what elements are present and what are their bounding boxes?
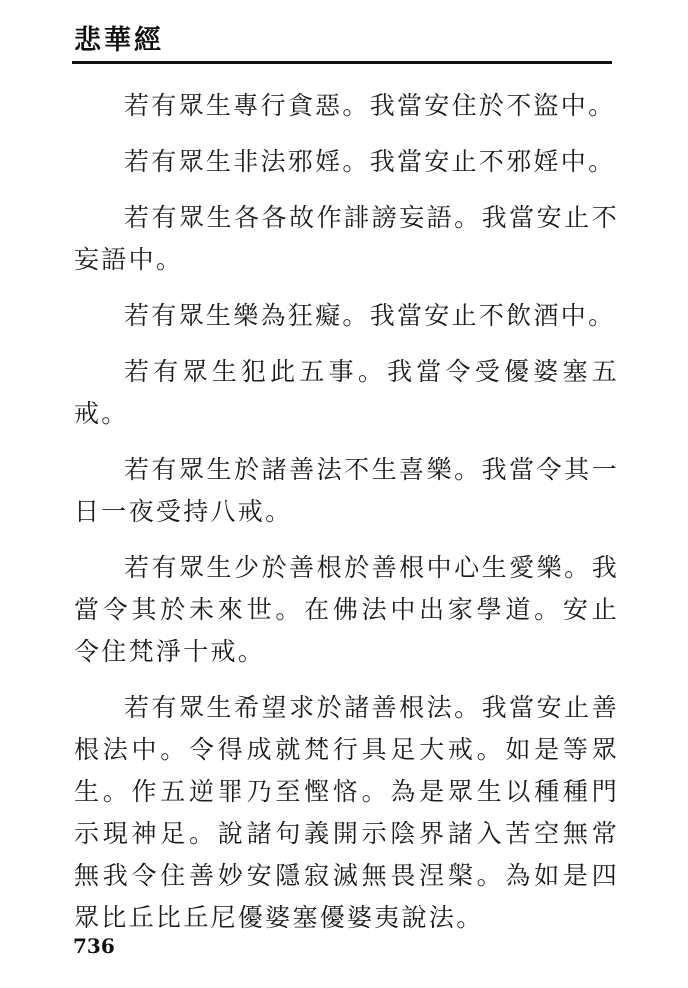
paragraph: 若有眾生少於善根於善根中心生愛樂。我當令其於未來世。在佛法中出家學道。安止令住梵淨十戒。 (74, 553, 619, 666)
body-text (74, 85, 619, 953)
paragraph: 若有眾生於諸善法不生喜樂。我當令其一日一夜受持八戒。 (74, 455, 619, 526)
running-head-title: 悲華經 (74, 25, 164, 56)
page-number: 736 (73, 934, 115, 958)
paragraph: 若有眾生專行貪惡。我當安住於不盜中。 (124, 91, 616, 120)
paragraph: 若有眾生樂為狂癡。我當安止不飲酒中。 (124, 301, 616, 330)
paragraph: 若有眾生希望求於諸善根法。我當安止善根法中。令得成就梵行具足大戒。如是等眾生。作五逆罪乃至慳悋。為是眾生以種種門示現神足。說諸句義開示陰界諸入苦空無常無我令住善妙安隱寂滅無畏涅槃。為如是四眾比丘比丘尼優婆塞優婆夷說法。 (74, 693, 619, 932)
paragraph: 若有眾生各各故作誹謗妄語。我當安止不妄語中。 (74, 203, 619, 274)
header-rule (72, 61, 612, 64)
paragraph: 若有眾生非法邪婬。我當安止不邪婬中。 (124, 147, 616, 176)
paragraph: 若有眾生犯此五事。我當令受優婆塞五戒。 (74, 357, 619, 428)
